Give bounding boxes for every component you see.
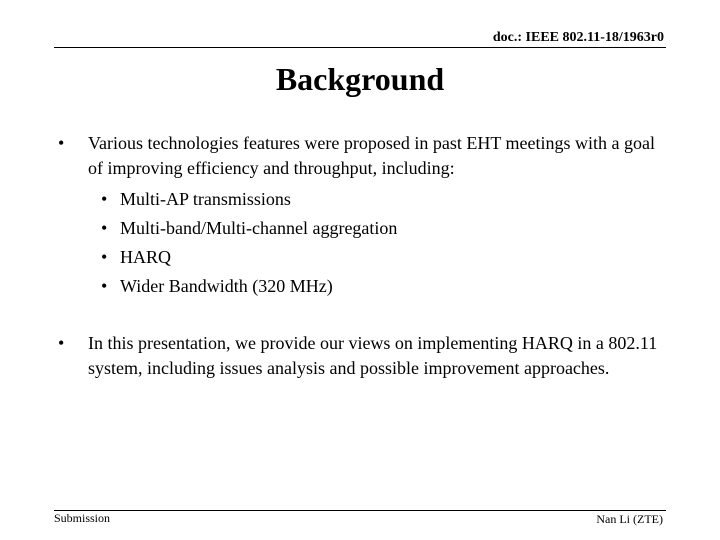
- sub-bullet-item: [88, 185, 668, 214]
- bullet-icon: •: [58, 133, 65, 153]
- footer-submission-label: Submission: [54, 511, 111, 525]
- sub-bullet-item: [88, 243, 668, 272]
- bullet-text: In this presentation, we provide our views on implementing HARQ in a 802.11 system, including issues analysis and possible improvement approaches.: [88, 333, 658, 378]
- sub-bullet-item: [88, 272, 668, 301]
- sub-bullet-text: Multi-band/Multi-channel aggregation: [120, 218, 398, 238]
- bullet-icon: •: [58, 333, 65, 353]
- bullet-icon: •: [101, 189, 108, 209]
- bullet-icon: •: [101, 218, 108, 238]
- bullet-item: [58, 331, 668, 381]
- bullet-text: Various technologies features were proposed in past EHT meetings with a goal of improving efficiency and throughput, including:: [88, 133, 656, 178]
- bullet-icon: •: [101, 276, 108, 296]
- bullet-icon: •: [101, 247, 108, 267]
- sub-bullet-text: Wider Bandwidth (320 MHz): [120, 276, 333, 296]
- footer-author: Nan Li (ZTE): [596, 512, 663, 526]
- header-divider: [54, 47, 666, 48]
- slide-title: Background: [275, 61, 445, 97]
- bullet-item: [58, 131, 668, 301]
- sub-bullet-text: Multi-AP transmissions: [120, 189, 291, 209]
- slide-content: [58, 131, 668, 381]
- document-id: doc.: IEEE 802.11-18/1963r0: [492, 30, 664, 45]
- sub-bullet-text: HARQ: [120, 247, 172, 267]
- sub-bullet-item: [88, 214, 668, 243]
- sub-bullet-list: [88, 185, 668, 301]
- footer-divider: [54, 510, 666, 511]
